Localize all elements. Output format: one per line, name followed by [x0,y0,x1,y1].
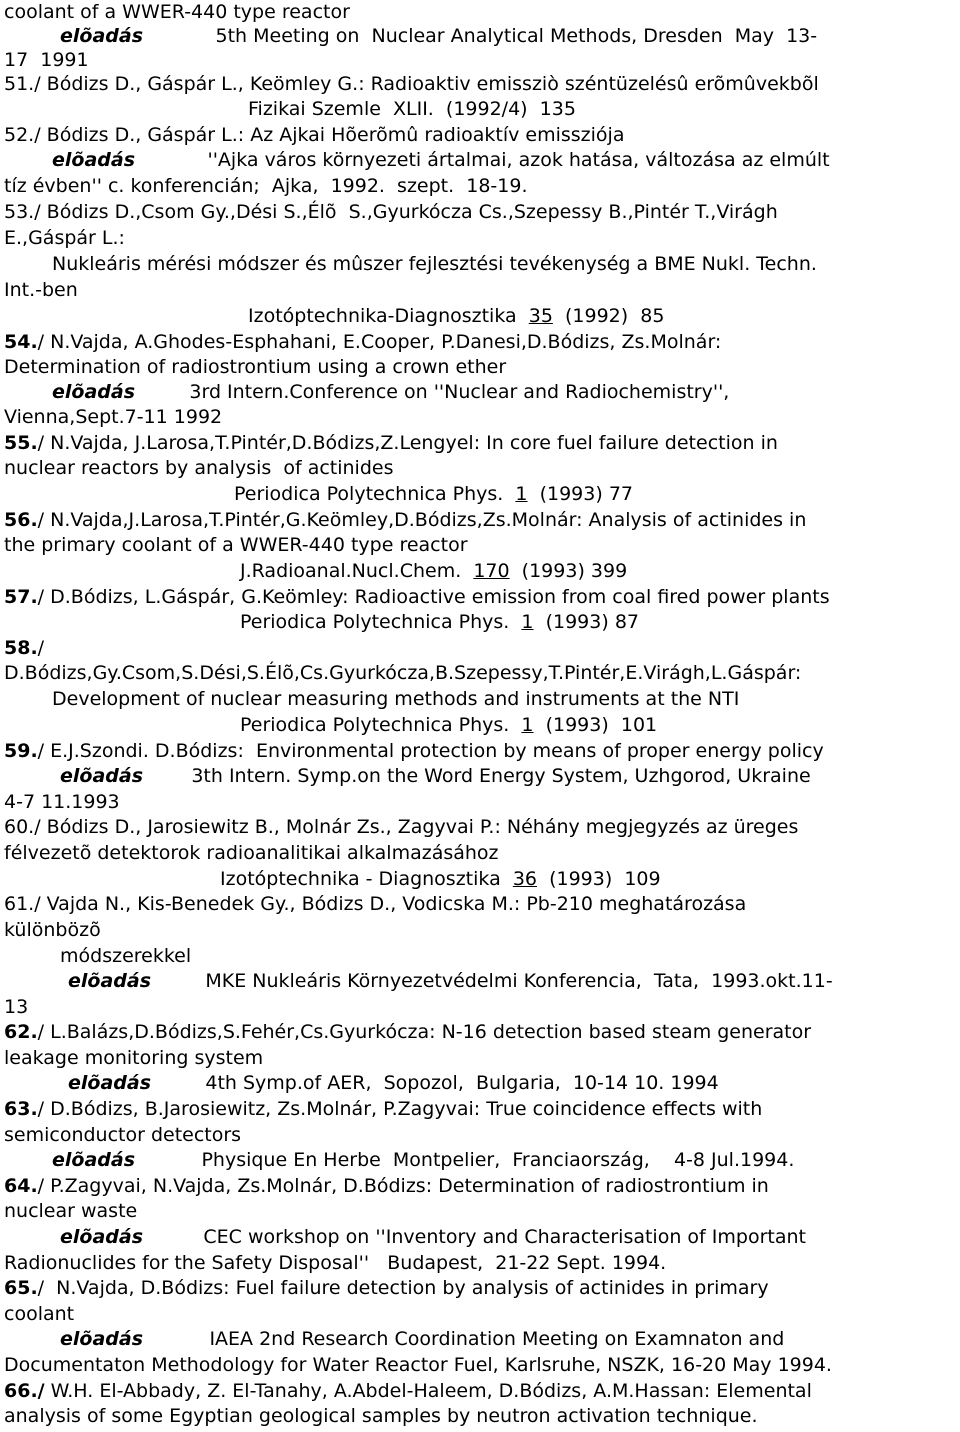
text-segment: ''Ajka város környezeti ártalmai, azok hatása, változása az elmúlt [135,149,830,171]
text-segment: 53./ Bódizs D.,Csom Gy.,Dési S.,Élõ S.,Gyurkócza Cs.,Szepessy B.,Pintér T.,Virágh [4,201,778,223]
text-segment: Radionuclides for the Safety Disposal'' Budapest, 21-22 Sept. 1994. [4,1252,667,1274]
text-segment: coolant of a WWER-440 type reactor [4,1,350,23]
text-line [4,123,624,148]
text-segment: Izotóptechnika - Diagnosztika [220,868,513,890]
text-line [4,739,824,764]
text-line [4,995,28,1020]
entry-number: 54. [4,331,38,353]
text-line [52,380,729,405]
text-segment: / N.Vajda,J.Larosa,T.Pintér,G.Keömley,D.Bódizs,Zs.Molnár: Analysis of actinides in [37,509,807,531]
text-segment: 51./ Bódizs D., Gáspár L., Keömley G.: Radioaktiv emissziò széntüzelésû erõmûvekbõl [4,73,819,95]
text-line [234,482,633,507]
text-line [60,944,191,969]
text-segment: J.Radioanal.Nucl.Chem. [240,560,474,582]
text-line [4,1404,758,1429]
presentation-label: elõadás [60,1328,144,1350]
text-line [4,1097,762,1122]
text-segment: MKE Nukleáris Környezetvédelmi Konferencia, Tata, 1993.okt.11- [151,970,833,992]
text-line [4,1020,811,1045]
text-segment: 3th Intern. Symp.on the Word Energy System, Uzhgorod, Ukraine [143,765,811,787]
text-segment: 5th Meeting on Nuclear Analytical Methods, Dresden May 13- [143,25,818,47]
text-segment: félvezetõ detektorok radioanalitikai alkalmazásához [4,842,499,864]
text-line [4,1251,666,1276]
text-segment: Development of nuclear measuring methods and instruments at the NTI [52,688,740,710]
text-line [60,24,817,49]
volume-number: 170 [473,560,510,582]
text-line [4,918,101,943]
text-segment: / L.Balázs,D.Bódizs,S.Fehér,Cs.Gyurkócza: N-16 detection based steam generator [37,1021,812,1043]
text-line [4,226,125,251]
text-segment: Documentaton Methodology for Water Reactor Fuel, Karlsruhe, NSZK, 16-20 May 1994. [4,1354,832,1376]
text-line [220,867,661,892]
text-line [248,304,664,329]
presentation-label: elõadás [68,970,152,992]
text-line [4,1302,74,1327]
text-segment: (1993) 77 [527,483,633,505]
entry-number: 57. [4,586,38,608]
text-segment: / N.Vajda, J.Larosa,T.Pintér,D.Bódizs,Z.Lengyel: In core fuel failure detection in [37,432,778,454]
text-segment: leakage monitoring system [4,1047,264,1069]
text-segment: (1993) 399 [509,560,628,582]
volume-number: 1 [521,611,534,633]
presentation-label: elõadás [60,765,144,787]
entry-number: 62. [4,1021,38,1043]
text-segment: 17 1991 [4,49,89,71]
text-segment: E.,Gáspár L.: [4,227,125,249]
text-segment: the primary coolant of a WWER-440 type reactor [4,534,468,556]
entry-number: 58. [4,637,38,659]
text-segment: / N.Vajda, A.Ghodes-Esphahani, E.Cooper, P.Danesi,D.Bódizs, Zs.Molnár: [37,331,722,353]
text-segment: Int.-ben [4,279,78,301]
text-line [52,687,739,712]
volume-number: 1 [521,714,534,736]
volume-number: 1 [515,483,528,505]
text-segment: (1993) 101 [533,714,658,736]
text-segment: Periodica Polytechnica Phys. [240,714,522,736]
text-segment: W.H. El-Abbady, Z. El-Tanahy, A.Abdel-Haleem, D.Bódizs, A.M.Hassan: Elemental [44,1380,812,1402]
volume-number: 35 [528,305,553,327]
text-line [4,790,120,815]
text-segment: Nukleáris mérési módszer és mûszer fejlesztési tevékenység a BME Nukl. Techn. [52,253,817,275]
text-line [4,200,778,225]
text-line [4,1353,832,1378]
text-segment: módszerekkel [60,945,192,967]
text-segment: Izotóptechnika-Diagnosztika [248,305,529,327]
presentation-label: elõadás [60,25,144,47]
text-segment: D.Bódizs,Gy.Csom,S.Dési,S.Élõ,Cs.Gyurkócza,B.Szepessy,T.Pintér,E.Virágh,L.Gáspár: [4,662,802,684]
text-segment: Physique En Herbe Montpelier, Franciaország, 4-8 Jul.1994. [135,1149,795,1171]
text-segment: 13 [4,996,29,1018]
text-segment: Fizikai Szemle XLII. (1992/4) 135 [248,98,576,120]
text-line [4,841,499,866]
text-segment: / N.Vajda, D.Bódizs: Fuel failure detection by analysis of actinides in primary [37,1277,769,1299]
presentation-label: elõadás [52,149,136,171]
text-segment: analysis of some Egyptian geological samples by neutron activation technique. [4,1405,758,1427]
text-line [4,661,801,686]
entry-number: 63. [4,1098,38,1120]
text-segment: 60./ Bódizs D., Jarosiewitz B., Molnár Zs., Zagyvai P.: Néhány megjegyzés az üreges [4,816,799,838]
text-segment: 52./ Bódizs D., Gáspár L.: Az Ajkai Hõerõmû radioaktív emissziója [4,124,625,146]
text-segment: (1993) 109 [537,868,661,890]
entry-number: 56. [4,509,38,531]
entry-number: 65. [4,1277,38,1299]
text-segment: / D.Bódizs, L.Gáspár, G.Keömley: Radioactive emission from coal fired power plants [37,586,830,608]
text-line [4,72,819,97]
presentation-label: elõadás [60,1226,144,1248]
text-line [4,636,44,661]
text-line [68,1071,719,1096]
presentation-label: elõadás [52,1149,136,1171]
text-line [4,431,778,456]
text-line [4,1276,769,1301]
text-line [4,1199,137,1224]
text-segment: Determination of radiostrontium using a crown ether [4,356,507,378]
entry-number: 59. [4,740,38,762]
text-segment: különbözõ [4,919,101,941]
presentation-label: elõadás [68,1072,152,1094]
entry-number: 66./ [4,1380,45,1402]
text-segment: CEC workshop on ''Inventory and Characterisation of Important [143,1226,806,1248]
text-line [4,1379,812,1404]
text-segment: / P.Zagyvai, N.Vajda, Zs.Molnár, D.Bódizs: Determination of radiostrontium in [37,1175,769,1197]
text-segment: / D.Bódizs, B.Jarosiewitz, Zs.Molnár, P.Zagyvai: True coincidence effects with [37,1098,763,1120]
text-line [4,330,721,355]
text-segment: semiconductor detectors [4,1124,242,1146]
volume-number: 36 [512,868,537,890]
text-line [4,533,468,558]
text-segment: Periodica Polytechnica Phys. [234,483,516,505]
text-line [4,892,746,917]
text-line [60,764,811,789]
text-line [4,355,506,380]
text-segment: tíz évben'' c. konferencián; Ajka, 1992. szept. 18-19. [4,175,528,197]
text-line [4,815,798,840]
presentation-label: elõadás [52,381,136,403]
text-line [4,278,78,303]
entry-number: 55. [4,432,38,454]
text-segment: coolant [4,1303,75,1325]
text-segment: 61./ Vajda N., Kis-Benedek Gy., Bódizs D., Vodicska M.: Pb-210 meghatározása [4,893,747,915]
text-line [240,559,627,584]
text-line [52,252,817,277]
text-line [4,585,830,610]
text-segment: 4-7 11.1993 [4,791,120,813]
text-line [4,48,89,73]
text-line [4,1123,241,1148]
text-segment: (1993) 87 [533,611,639,633]
text-line [4,405,222,430]
text-line [4,0,350,25]
text-line [240,610,639,635]
text-segment: 4th Symp.of AER, Sopozol, Bulgaria, 10-14 10. 1994 [151,1072,719,1094]
text-segment: nuclear waste [4,1200,138,1222]
text-line [4,456,393,481]
text-line [60,1225,806,1250]
text-line [4,508,806,533]
text-line [4,1046,263,1071]
text-segment: nuclear reactors by analysis of actinides [4,457,394,479]
text-line [52,1148,794,1173]
text-line [68,969,833,994]
text-segment: 3rd Intern.Conference on ''Nuclear and Radiochemistry'', [135,381,730,403]
entry-number: 64. [4,1175,38,1197]
text-segment: IAEA 2nd Research Coordination Meeting on Examnaton and [143,1328,785,1350]
text-line [248,97,576,122]
text-segment: Vienna,Sept.7-11 1992 [4,406,223,428]
text-segment: / [37,637,45,659]
text-segment: Periodica Polytechnica Phys. [240,611,522,633]
text-line [240,713,657,738]
text-line [52,148,830,173]
text-segment: / E.J.Szondi. D.Bódizs: Environmental protection by means of proper energy policy [37,740,824,762]
text-segment: (1992) 85 [552,305,665,327]
text-line [4,1174,769,1199]
text-line [4,174,527,199]
text-line [60,1327,784,1352]
